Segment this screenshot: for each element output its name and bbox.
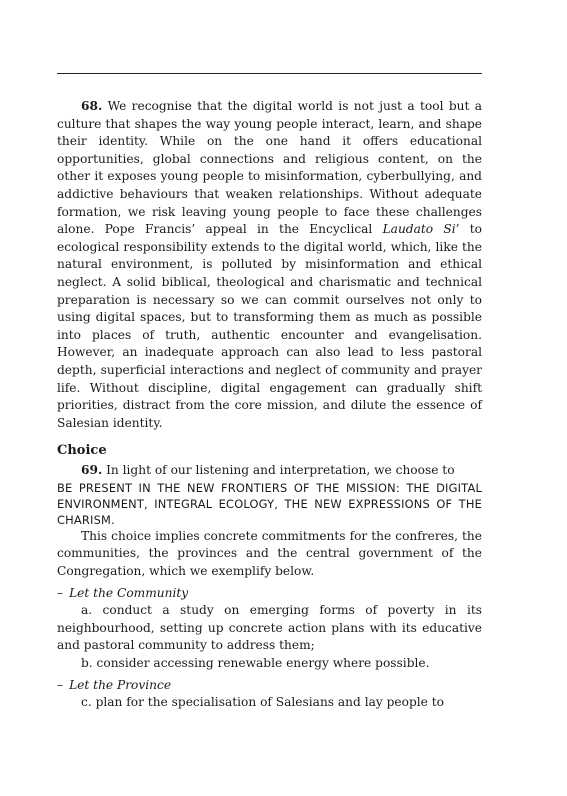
paragraph-number: 68. <box>81 99 103 113</box>
encyclical-title: Laudato Si <box>382 222 456 237</box>
header-rule <box>57 73 482 74</box>
community-item-b: b. consider accessing renewable energy where possible. <box>81 656 430 671</box>
dash-marker: – <box>57 677 64 692</box>
paragraph-69 <box>57 462 482 480</box>
commitments-paragraph: This choice implies concrete commitments for the confreres, the communities, the provinces and the central government of the Congregation, which we exemplify below. <box>57 528 482 579</box>
section-heading: Choice <box>57 443 107 459</box>
paragraph-text: We recognise that the digital world is not just a tool but a culture that shapes the way young people interact, learn, and shape their identity. While on the one hand it offers educational opportunities, global connections and religious content, on the other it exposes young people to misinformation, cyberbullying, and addictive behaviours that weaken relationships. Without adequate formation, we risk leaving young people to face these challenges alone. Pope Francis’ appeal in the Encyclical <box>57 99 482 237</box>
paragraph-68 <box>57 98 482 432</box>
community-item-a: a. conduct a study on emerging forms of poverty in its neighbourhood, setting up concrete action plans with its educative and pastoral community to address them; <box>57 603 482 653</box>
dash-marker: – <box>57 585 64 600</box>
choice-statement: BE PRESENT IN THE NEW FRONTIERS OF THE MISSION: THE DIGITAL ENVIRONMENT, INTEGRAL ECOLOGY, THE NEW EXPRESSIONS OF THE CHARISM. <box>57 480 482 527</box>
paragraph-number: 69. <box>81 463 103 478</box>
community-heading <box>57 585 482 603</box>
province-item-c: c. plan for the specialisation of Salesians and lay people to <box>81 695 445 710</box>
paragraph-text: In light of our listening and interpretation, we choose to <box>102 463 455 478</box>
community-heading-text: Let the Community <box>69 585 189 600</box>
province-heading-text: Let the Province <box>69 677 172 692</box>
paragraph-text: ’ to ecological responsibility extends to the digital world, which, like the natural environment, is polluted by misinformation and ethical neglect. A solid biblical, theological and charismatic and technical preparation is necessary so we can commit ourselves not only to using digital spaces, but to transforming them as much as possible into places of truth, authentic encounter and evangelisation. However, an inadequate approach can also lead to less pastoral depth, superficial interactions and neglect of community and prayer life. Without discipline, digital engagement can gradually shift priorities, distract from the core mission, and dilute the essence of Salesian identity. <box>57 222 482 430</box>
province-heading <box>57 677 482 695</box>
page-body <box>57 98 482 712</box>
